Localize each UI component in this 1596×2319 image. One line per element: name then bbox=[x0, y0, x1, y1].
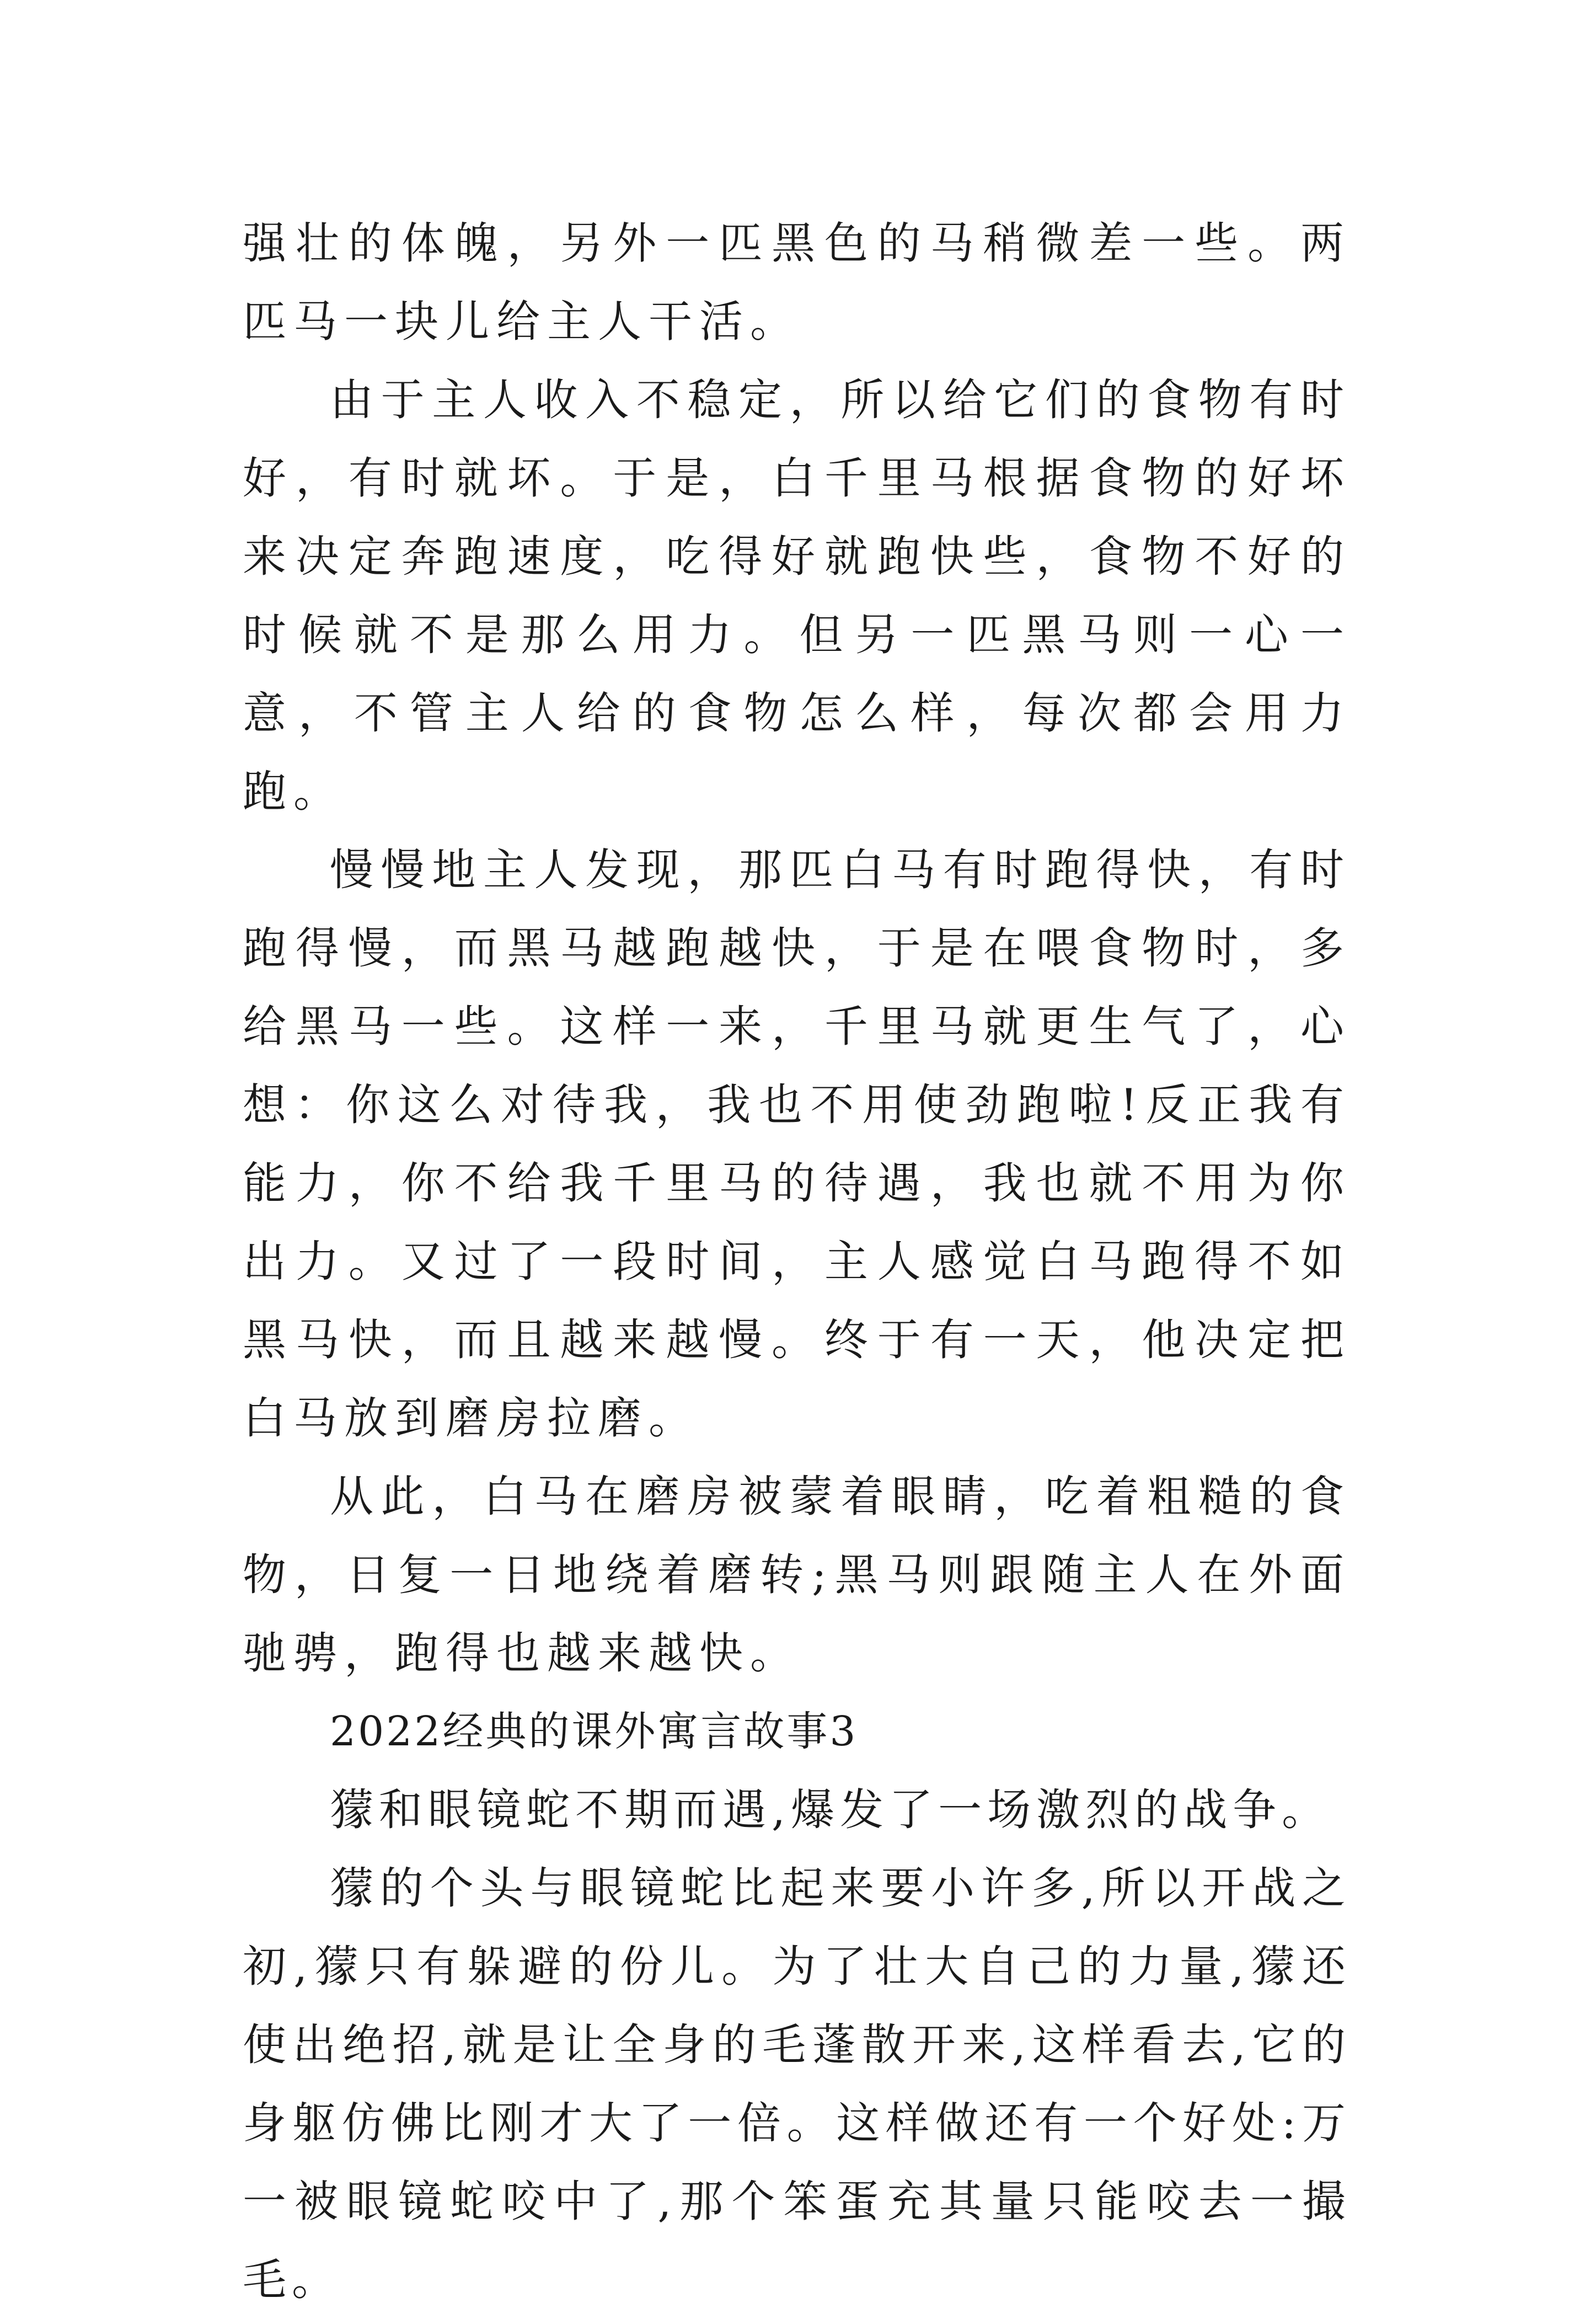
section-paragraph-2: 獴的个头与眼镜蛇比起来要小许多,所以开战之初,獴只有躲避的份儿。为了壮大自己的力量,獴还使出绝招,就是让全身的毛蓬散开来,这样看去,它的身躯仿佛比刚才大了一倍。这样做还有一个好处:万一被眼镜蛇咬中了,那个笨蛋充其量只能咬去一撮毛。 bbox=[243, 1863, 1351, 2305]
paragraph-1: 强壮的体魄，另外一匹黑色的马稍微差一些。两匹马一块儿给主人干活。 bbox=[243, 218, 1351, 347]
body-text bbox=[243, 204, 1351, 2319]
paragraph-3: 慢慢地主人发现，那匹白马有时跑得快，有时跑得慢，而黑马越跑越快，于是在喂食物时，多给黑马一些。这样一来，千里马就更生气了，心想：你这么对待我，我也不用使劲跑啦!反正我有能力，你不给我千里马的待遇，我也就不用为你出力。又过了一段时间，主人感觉白马跑得不如黑马快，而且越来越慢。终于有一天，他决定把白马放到磨房拉磨。 bbox=[243, 845, 1351, 1444]
paragraph-2: 由于主人收入不稳定，所以给它们的食物有时好，有时就坏。于是，白千里马根据食物的好坏来决定奔跑速度，吃得好就跑快些，食物不好的时候就不是那么用力。但另一匹黑马则一心一意，不管主人给的食物怎么样，每次都会用力跑。 bbox=[243, 375, 1351, 817]
section-heading: 2022经典的课外寓言故事3 bbox=[330, 1708, 858, 1755]
paragraph-4: 从此，白马在磨房被蒙着眼睛，吃着粗糙的食物，日复一日地绕着磨转;黑马则跟随主人在外面驰骋，跑得也越来越快。 bbox=[243, 1471, 1351, 1679]
section-paragraph-1: 獴和眼镜蛇不期而遇,爆发了一场激烈的战争。 bbox=[330, 1784, 1331, 1835]
